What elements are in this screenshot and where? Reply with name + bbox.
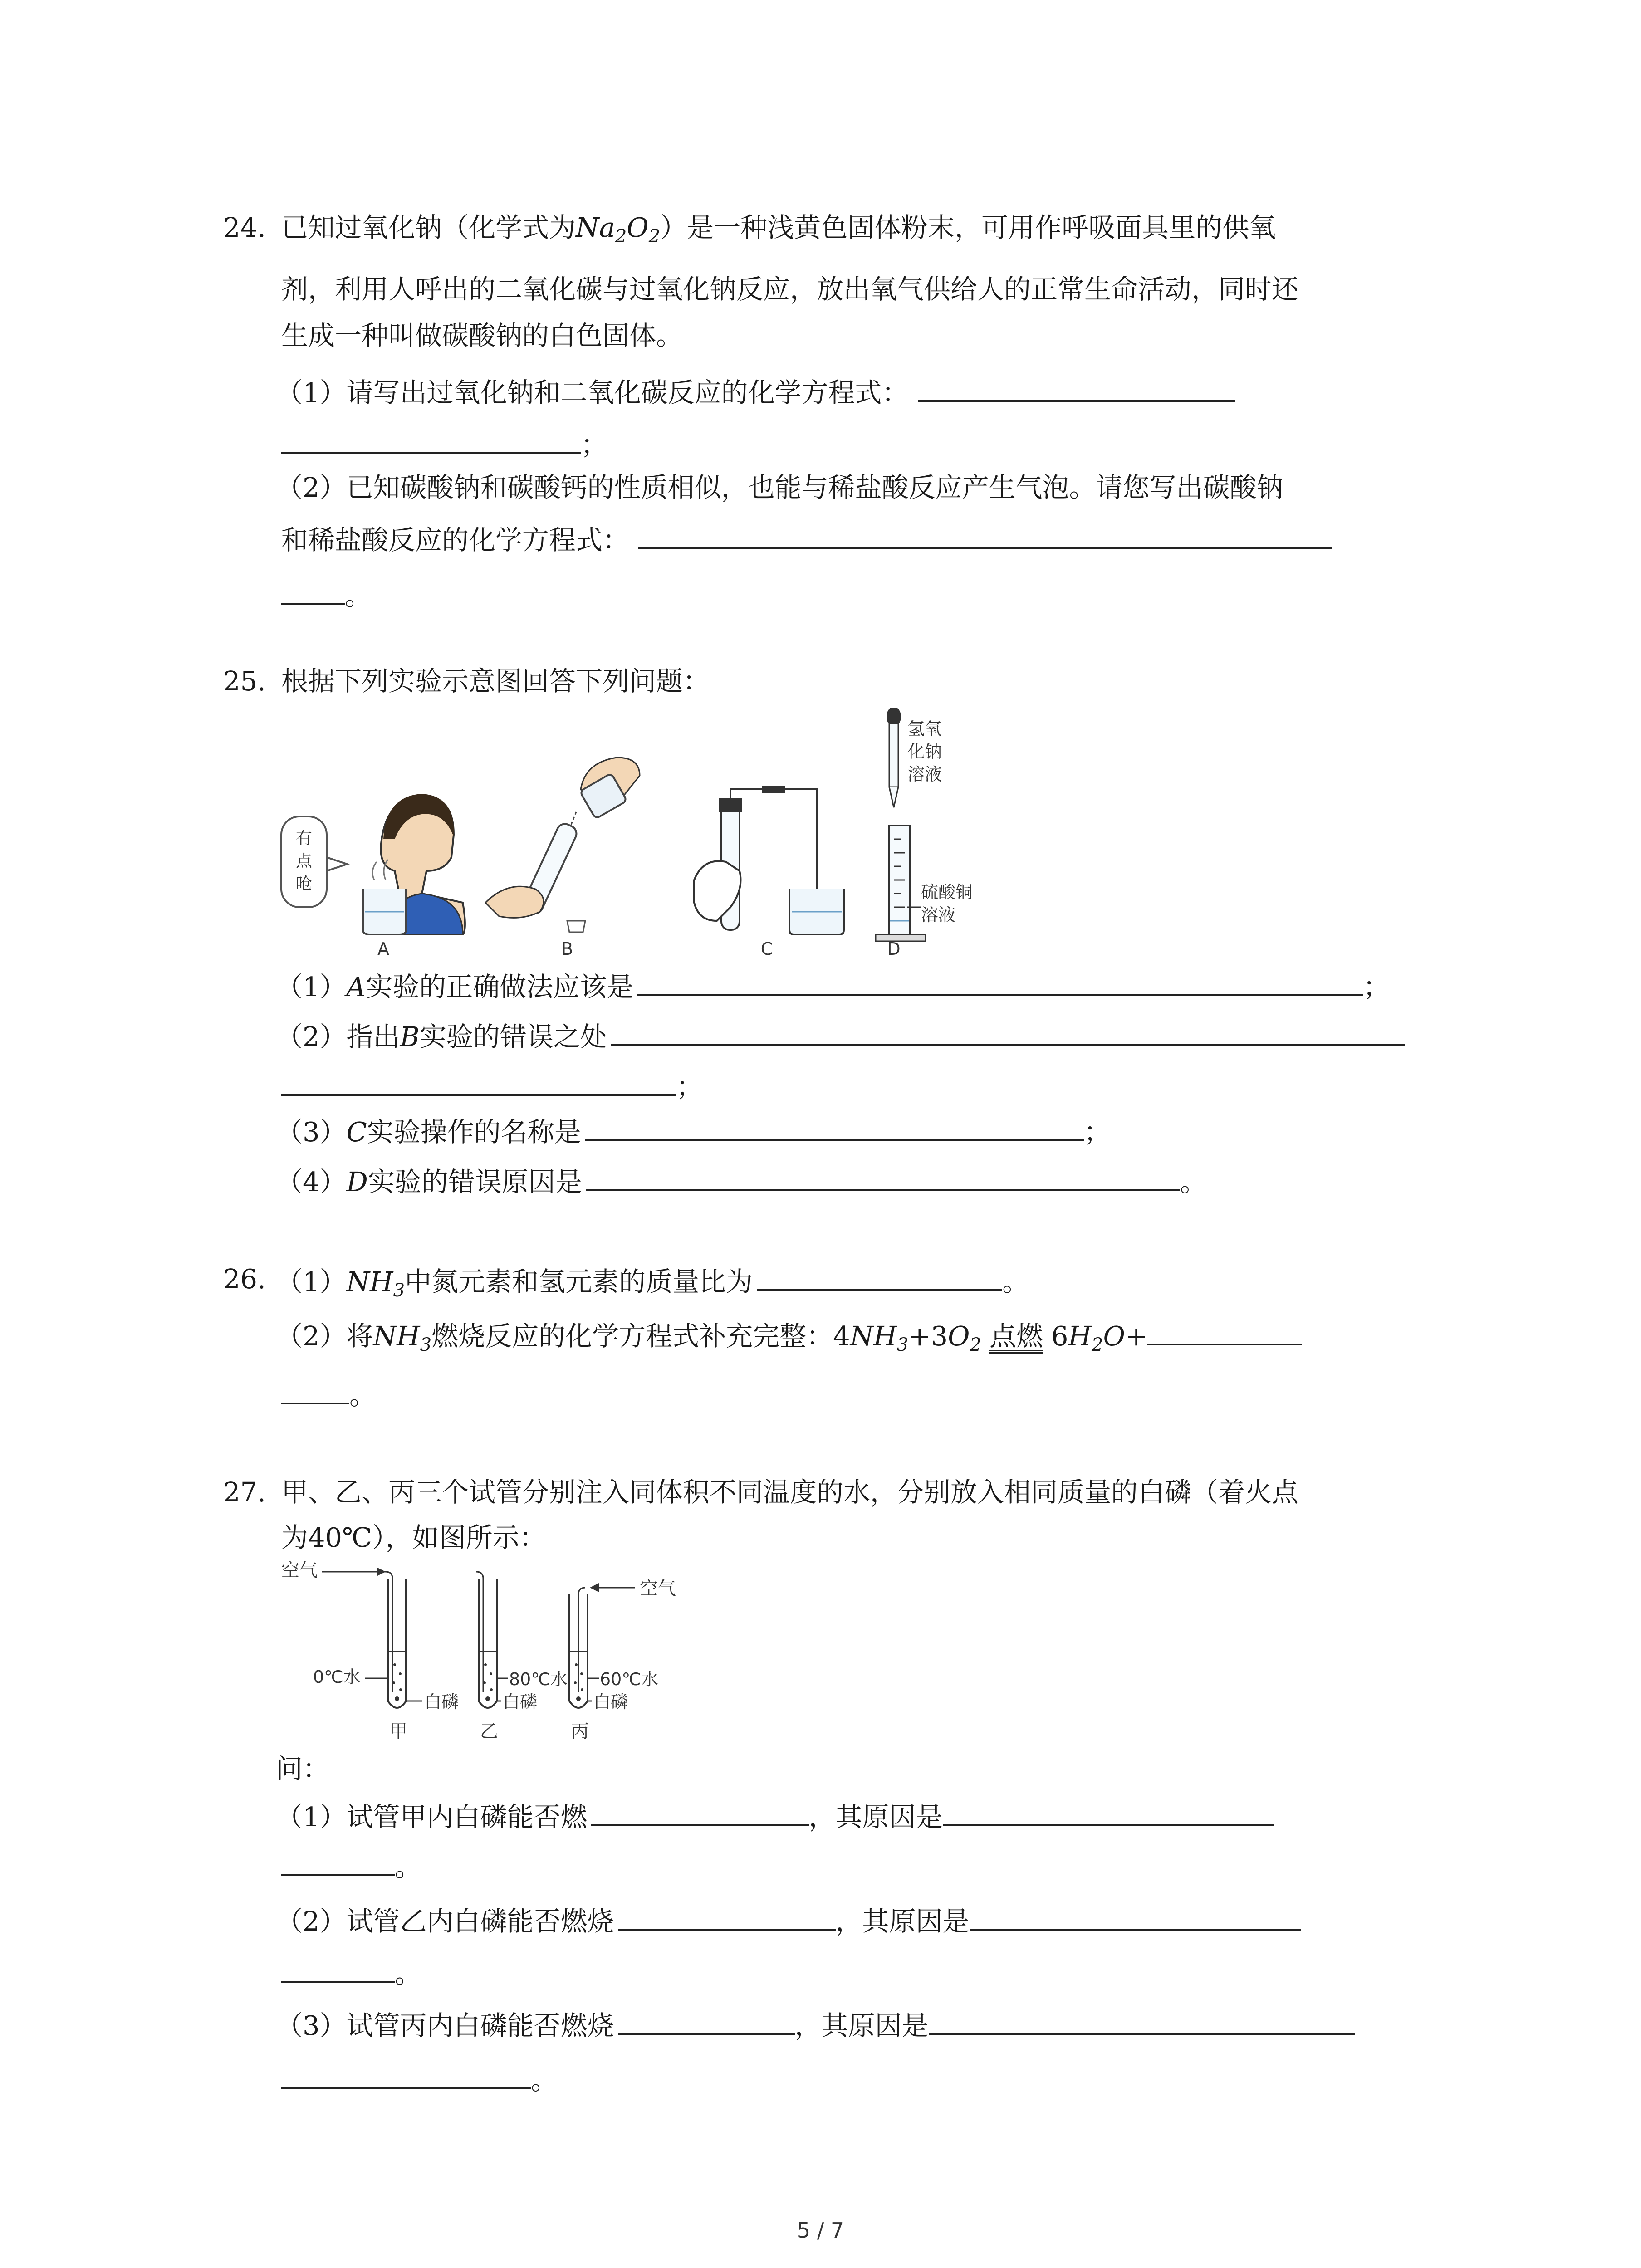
q27-number: 27. bbox=[223, 1476, 266, 1508]
q24-part2: （2）已知碳酸钠和碳酸钙的性质相似，也能与稀盐酸反应产生气泡。请您写出碳酸钠 bbox=[276, 472, 1283, 503]
q26-number: 26. bbox=[223, 1263, 266, 1295]
answer-blank[interactable] bbox=[281, 424, 581, 454]
cuso4-label: 硫酸铜 bbox=[921, 882, 973, 902]
page-number: 5 / 7 bbox=[797, 2218, 844, 2243]
label-c: C bbox=[760, 939, 773, 959]
naoh-label: 溶液 bbox=[907, 764, 942, 784]
q24-line1: 已知过氧化钠（化学式为$Na_2O_2$）是一种浅黄色固体粉末，可用作呼吸面具里的供氧 bbox=[281, 212, 1276, 247]
figure-d bbox=[876, 708, 973, 959]
answer-blank[interactable] bbox=[611, 1016, 1405, 1046]
answer-blank[interactable] bbox=[918, 372, 1235, 402]
answer-blank[interactable] bbox=[970, 1901, 1301, 1931]
cuso4-label: 溶液 bbox=[921, 905, 956, 925]
q27-part1: （1）试管甲内白磷能否燃 ，其原因是 bbox=[276, 1796, 1274, 1835]
answer-blank[interactable] bbox=[586, 1161, 1180, 1191]
q25-part4: （4）D实验的错误原因是 。 bbox=[276, 1161, 1207, 1200]
tube-label-jia: 甲 bbox=[389, 1721, 407, 1742]
q27-part2: （2）试管乙内白磷能否燃烧 ，其原因是 bbox=[276, 1901, 1301, 1940]
q25-experiment-figure bbox=[272, 708, 998, 962]
phosphorus-label: 白磷 bbox=[503, 1692, 538, 1712]
q27-part2-end: 。 bbox=[281, 1953, 421, 1992]
q24-part2-cont: 和稀盐酸反应的化学方程式： bbox=[281, 519, 1332, 558]
naoh-label: 化钠 bbox=[907, 742, 942, 762]
answer-blank[interactable] bbox=[281, 1953, 395, 1983]
answer-blank[interactable] bbox=[585, 1111, 1084, 1141]
answer-blank[interactable] bbox=[929, 2005, 1355, 2035]
naoh-label: 氢氧 bbox=[907, 719, 942, 739]
q27-test-tube-figure bbox=[272, 1551, 726, 1742]
label-b: B bbox=[561, 939, 573, 959]
air-label-left: 空气 bbox=[281, 1560, 318, 1581]
q24-line2: 剂，利用人呼出的二氧化碳与过氧化钠反应，放出氧气供给人的正常生命活动，同时还 bbox=[281, 274, 1299, 305]
q26-part2-end: 。 bbox=[281, 1374, 376, 1413]
q24-line3: 生成一种叫做碳酸钠的白色固体。 bbox=[281, 320, 683, 351]
q25-part3: （3）C实验操作的名称是 ； bbox=[276, 1111, 1111, 1150]
q25-stem: 根据下列实验示意图回答下列问题： bbox=[281, 665, 710, 697]
label-d: D bbox=[887, 939, 901, 959]
q24-part1: （1）请写出过氧化钠和二氧化碳反应的化学方程式： bbox=[276, 372, 1235, 411]
q27-line1: 甲、乙、丙三个试管分别注入同体积不同温度的水，分别放入相同质量的白磷（着火点 bbox=[281, 1476, 1299, 1508]
answer-blank[interactable] bbox=[618, 1901, 836, 1931]
water-0-label: 0℃水 bbox=[313, 1667, 361, 1687]
water-80-label: 80℃水 bbox=[509, 1669, 568, 1689]
q25-part2: （2）指出B实验的错误之处 bbox=[276, 1016, 1405, 1055]
tube-label-bing: 丙 bbox=[571, 1721, 589, 1742]
answer-blank[interactable] bbox=[637, 966, 1363, 996]
q26-part1: $(1)NH_3$中氮元素和氢元素的质量比为 。 bbox=[276, 1261, 1029, 1309]
tube-label-yi: 乙 bbox=[480, 1721, 498, 1742]
bubble-char: 有 bbox=[295, 829, 313, 848]
q27-line2: 为40℃），如图所示： bbox=[281, 1522, 546, 1553]
q27-ask: 问： bbox=[276, 1753, 330, 1784]
q25-part2-cont: ； bbox=[281, 1066, 703, 1105]
q25-number: 25. bbox=[223, 665, 266, 697]
q27-part1-end: 。 bbox=[281, 1846, 421, 1885]
answer-blank[interactable] bbox=[281, 1846, 395, 1876]
answer-blank[interactable] bbox=[281, 1066, 676, 1096]
q26-part2: （2）将$NH_3$燃烧反应的化学方程式补充完整：$4NH_3+3O_2$ 点燃 $6H_2O+$ bbox=[276, 1315, 1302, 1363]
answer-blank[interactable] bbox=[618, 2005, 795, 2035]
water-60-label: 60℃水 bbox=[600, 1669, 659, 1689]
answer-blank[interactable] bbox=[281, 575, 345, 605]
figure-a bbox=[281, 794, 465, 959]
answer-blank[interactable] bbox=[281, 1374, 349, 1404]
answer-blank[interactable] bbox=[1147, 1315, 1302, 1345]
q24-part2-end: 。 bbox=[281, 575, 372, 614]
answer-blank[interactable] bbox=[943, 1796, 1274, 1826]
formula-na2o2: $Na_2O_2$ bbox=[576, 212, 661, 247]
figure-c bbox=[694, 786, 844, 959]
label-a: A bbox=[377, 939, 389, 959]
phosphorus-label: 白磷 bbox=[424, 1692, 459, 1712]
answer-blank[interactable] bbox=[591, 1796, 809, 1826]
q27-part3-end: 。 bbox=[281, 2059, 558, 2098]
air-label-right: 空气 bbox=[640, 1578, 676, 1599]
q24-part1-cont: ； bbox=[281, 424, 607, 463]
figure-b bbox=[485, 758, 640, 959]
phosphorus-label: 白磷 bbox=[593, 1692, 628, 1712]
answer-blank[interactable] bbox=[281, 2059, 531, 2089]
q25-part1: （1）A实验的正确做法应该是 ； bbox=[276, 966, 1390, 1005]
bubble-char: 点 bbox=[295, 852, 313, 870]
q24-number: 24. bbox=[223, 212, 266, 243]
q27-part3: （3）试管丙内白磷能否燃烧 ，其原因是 bbox=[276, 2005, 1355, 2044]
reaction-condition: 点燃 bbox=[989, 1323, 1043, 1354]
answer-blank[interactable] bbox=[757, 1261, 1002, 1291]
answer-blank[interactable] bbox=[638, 519, 1332, 549]
bubble-char: 呛 bbox=[295, 875, 313, 893]
